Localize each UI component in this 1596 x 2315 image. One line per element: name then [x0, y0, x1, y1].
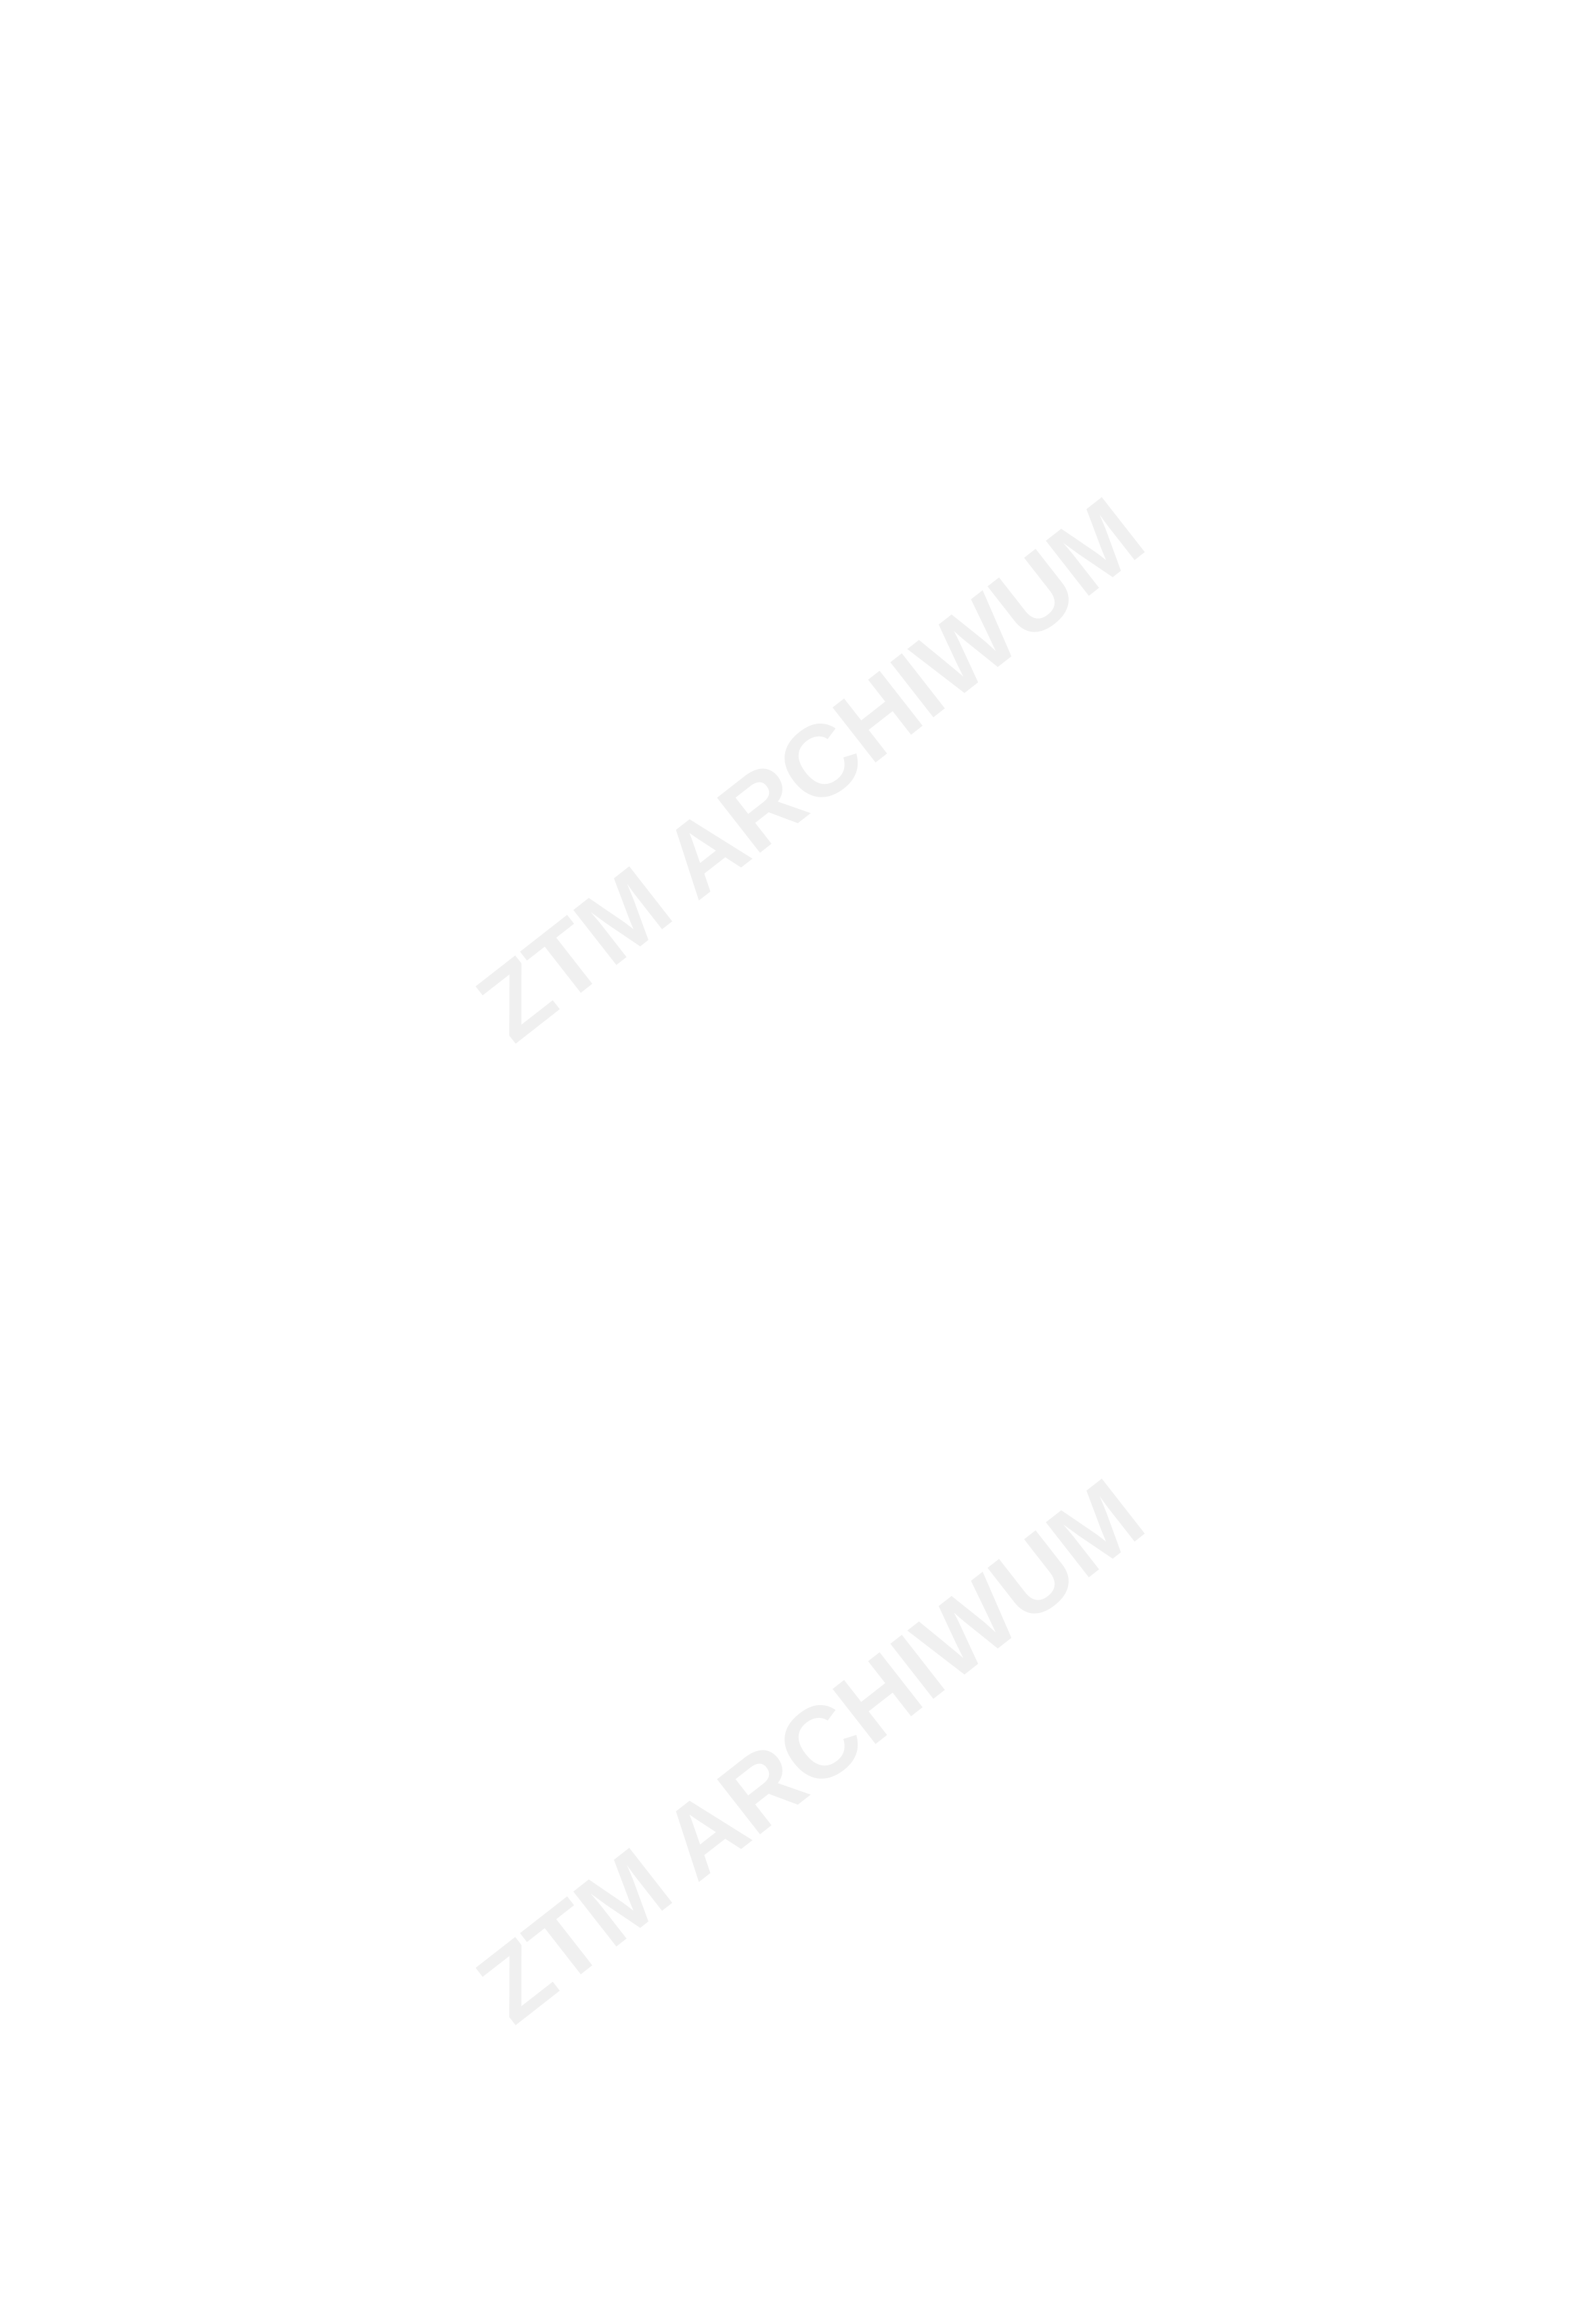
watermark-stamp: ZTM ARCHIWUM — [456, 475, 1163, 1063]
watermark-stamp-bottom: ZTM ARCHIWUM — [456, 1457, 1163, 2044]
